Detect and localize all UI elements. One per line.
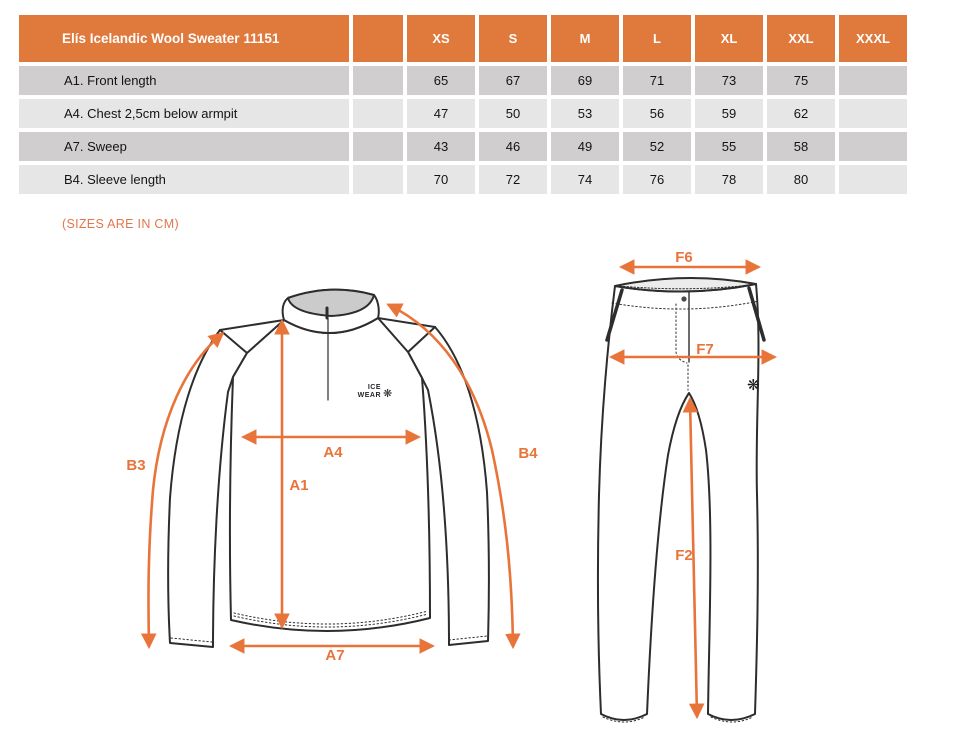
measurement-cell: 80 bbox=[767, 165, 835, 194]
size-table bbox=[19, 15, 907, 194]
row-spacer-cell bbox=[353, 66, 403, 95]
col-header-s: S bbox=[479, 15, 547, 62]
row-label: B4. Sleeve length bbox=[19, 165, 349, 194]
measurement-cell: 53 bbox=[551, 99, 619, 128]
row-label: A1. Front length bbox=[19, 66, 349, 95]
table-title-cell: Elís Icelandic Wool Sweater 11151 bbox=[19, 15, 349, 62]
label-b4: B4 bbox=[518, 445, 538, 462]
label-a4: A4 bbox=[323, 444, 343, 461]
table-header-spacer-cell bbox=[353, 15, 403, 62]
col-header-xs: XS bbox=[407, 15, 475, 62]
label-a1: A1 bbox=[289, 477, 309, 494]
row-spacer-cell bbox=[353, 132, 403, 161]
measurement-cell: 76 bbox=[623, 165, 691, 194]
pants-button bbox=[681, 296, 686, 301]
measurement-cell: 50 bbox=[479, 99, 547, 128]
garment-drawings bbox=[0, 240, 954, 756]
measurement-cell: 69 bbox=[551, 66, 619, 95]
col-header-m: M bbox=[551, 15, 619, 62]
measurement-cell: 75 bbox=[767, 66, 835, 95]
measurement-cell: 70 bbox=[407, 165, 475, 194]
measurement-cell: 74 bbox=[551, 165, 619, 194]
pants-snowflake-icon: ❋ bbox=[747, 377, 760, 394]
col-header-xl: XL bbox=[695, 15, 763, 62]
logo-text-ice: ICE bbox=[367, 384, 381, 391]
measurement-cell bbox=[839, 165, 907, 194]
col-header-xxl: XXL bbox=[767, 15, 835, 62]
measurement-diagrams bbox=[0, 240, 954, 756]
label-f7: F7 bbox=[696, 341, 714, 358]
measurement-cell: 72 bbox=[479, 165, 547, 194]
row-spacer-cell bbox=[353, 165, 403, 194]
measurement-cell bbox=[839, 99, 907, 128]
measurement-cell: 59 bbox=[695, 99, 763, 128]
measurement-cell bbox=[839, 132, 907, 161]
row-label: A4. Chest 2,5cm below armpit bbox=[19, 99, 349, 128]
measurement-cell: 43 bbox=[407, 132, 475, 161]
measurement-cell: 65 bbox=[407, 66, 475, 95]
label-f6: F6 bbox=[675, 249, 693, 266]
measurement-cell: 58 bbox=[767, 132, 835, 161]
measurement-cell: 52 bbox=[623, 132, 691, 161]
logo-snowflake-icon: ❋ bbox=[383, 388, 393, 400]
measurement-cell bbox=[839, 66, 907, 95]
measurement-cell: 56 bbox=[623, 99, 691, 128]
pants-drawing bbox=[598, 278, 764, 722]
row-spacer-cell bbox=[353, 99, 403, 128]
measurement-cell: 55 bbox=[695, 132, 763, 161]
measurement-cell: 46 bbox=[479, 132, 547, 161]
measurement-cell: 49 bbox=[551, 132, 619, 161]
row-label: A7. Sweep bbox=[19, 132, 349, 161]
col-header-l: L bbox=[623, 15, 691, 62]
col-header-xxxl: XXXL bbox=[839, 15, 907, 62]
measurement-cell: 71 bbox=[623, 66, 691, 95]
logo-text-wear: WEAR bbox=[357, 392, 381, 399]
measurement-cell: 67 bbox=[479, 66, 547, 95]
label-a7: A7 bbox=[325, 647, 345, 664]
measurement-cell: 62 bbox=[767, 99, 835, 128]
label-f2: F2 bbox=[675, 547, 693, 564]
label-b3: B3 bbox=[126, 457, 146, 474]
measurement-cell: 78 bbox=[695, 165, 763, 194]
measurement-cell: 73 bbox=[695, 66, 763, 95]
measurement-cell: 47 bbox=[407, 99, 475, 128]
sizes-in-cm-note: (SIZES ARE IN CM) bbox=[62, 217, 179, 231]
